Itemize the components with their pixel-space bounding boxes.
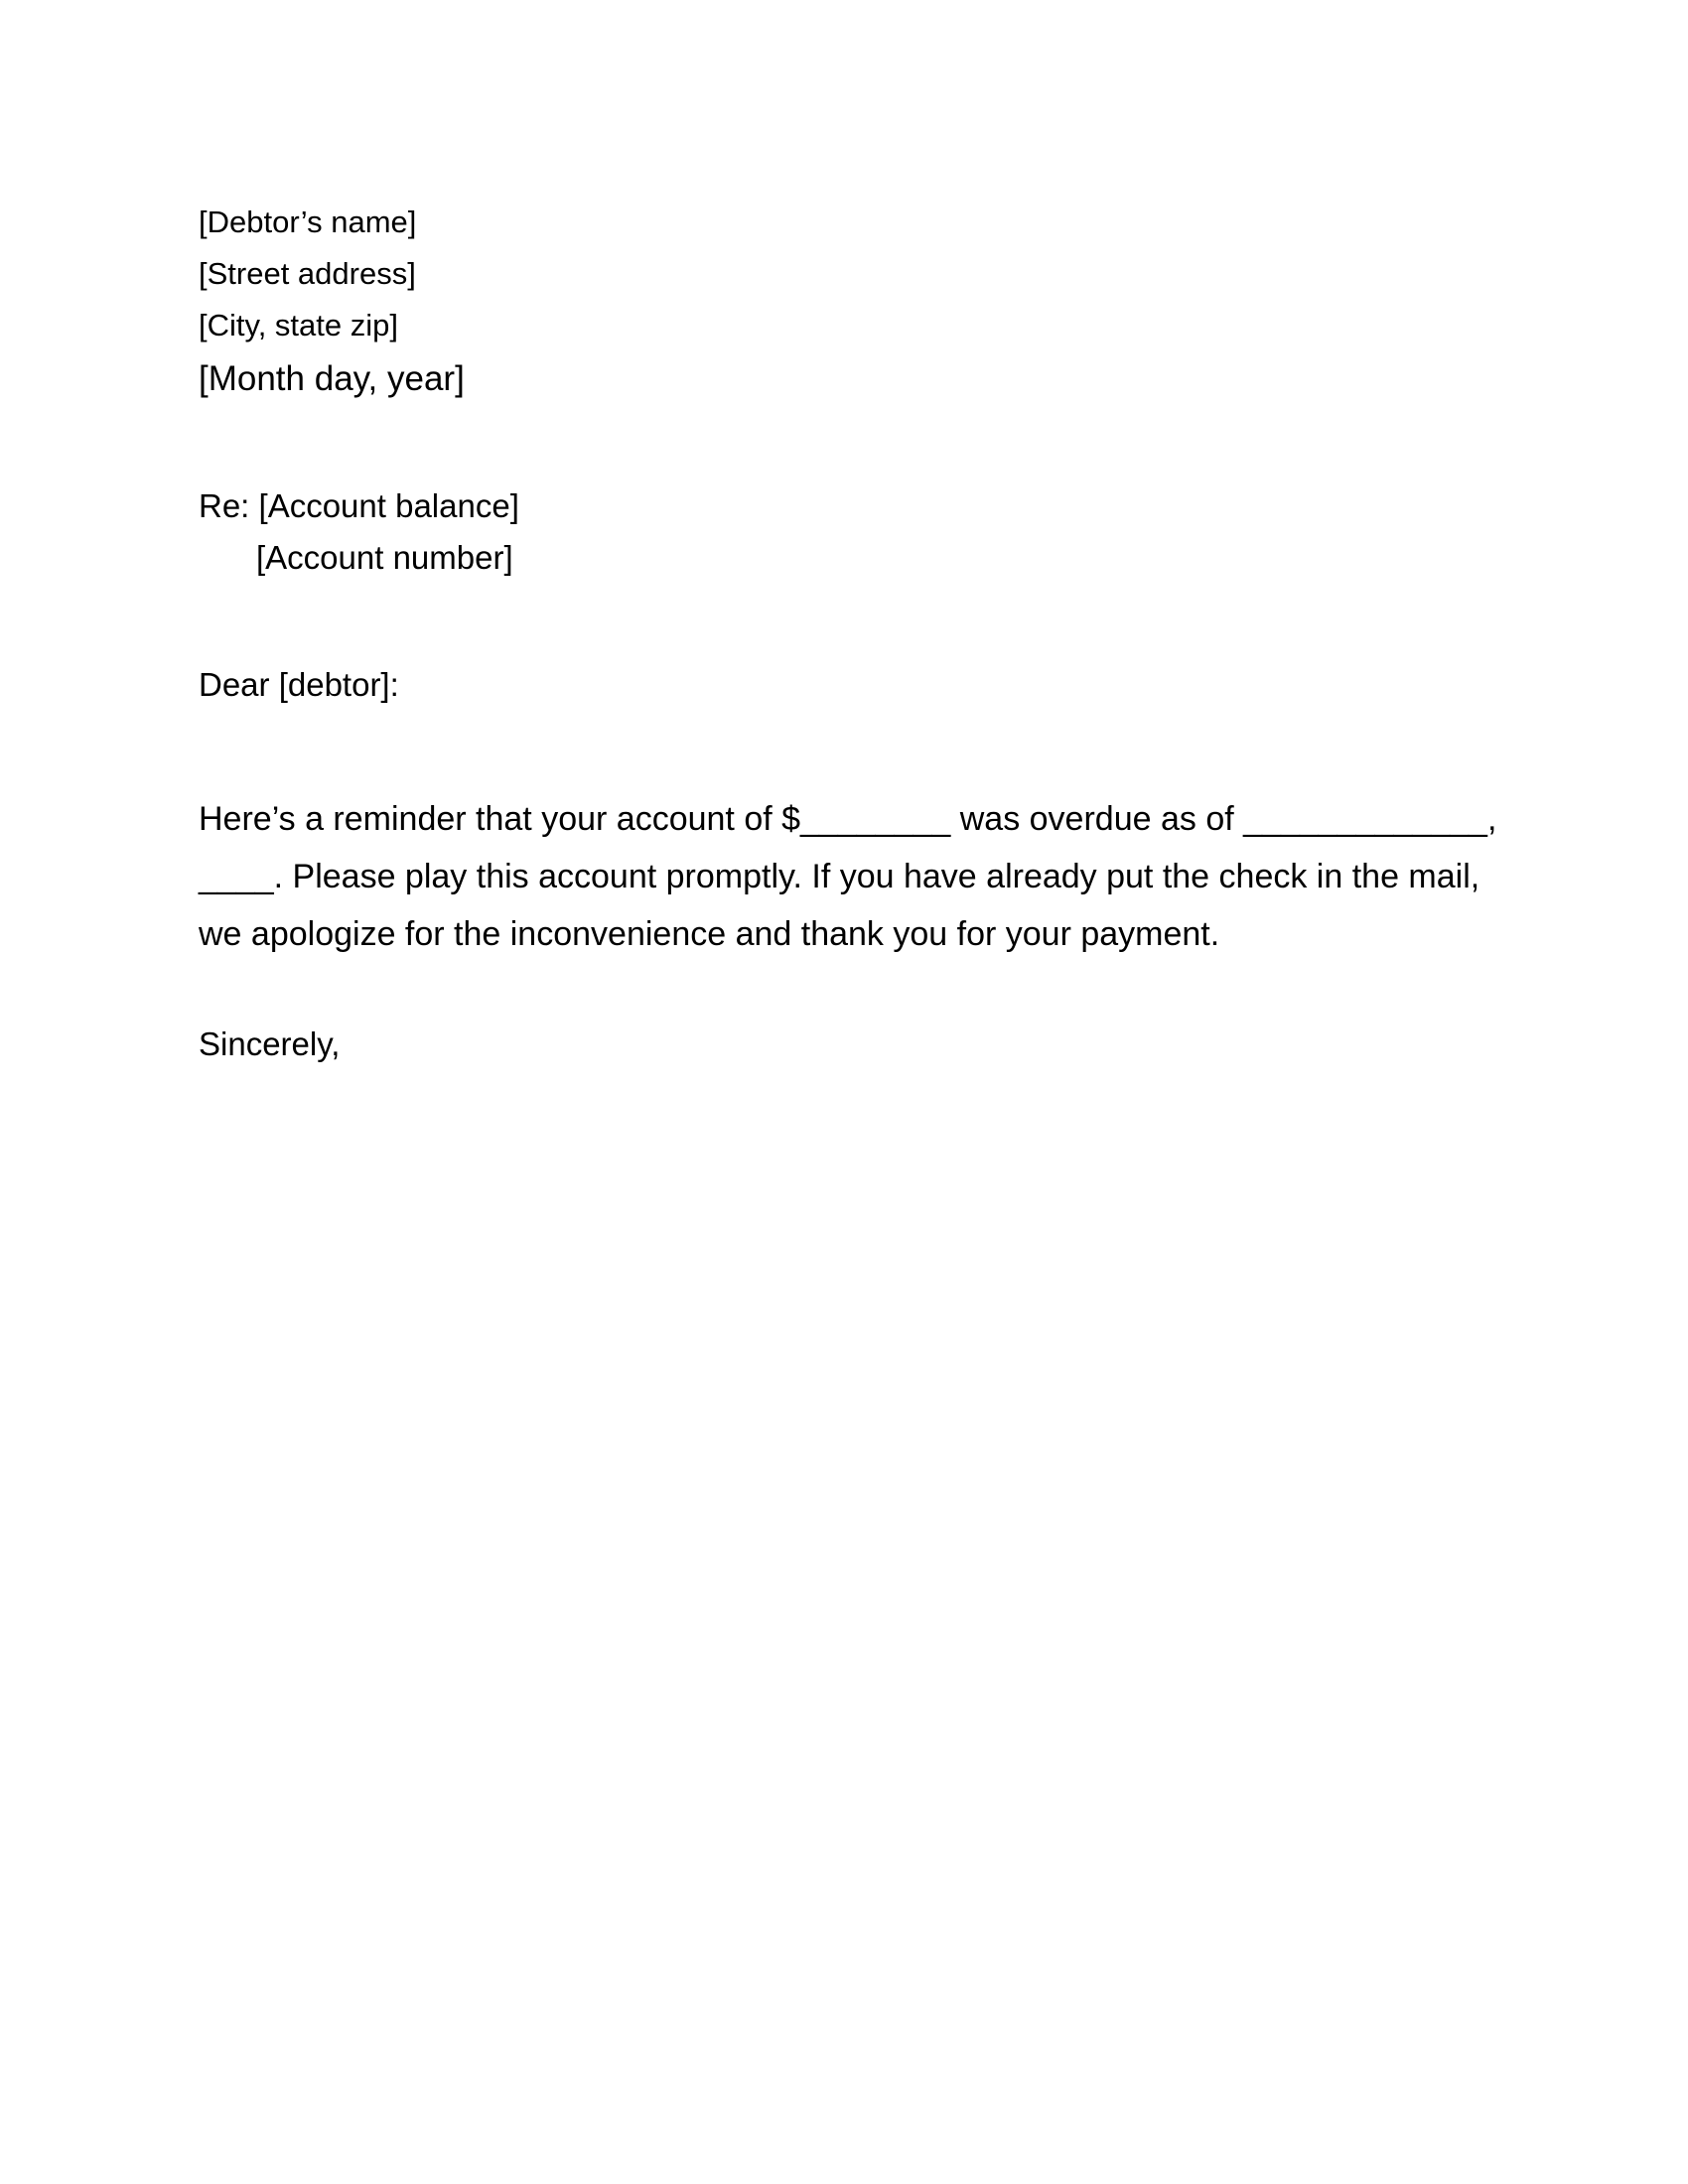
body-line-3: we apologize for the inconvenience and thank you for your payment. (199, 915, 1220, 953)
body-line-2: ____. Please play this account promptly. If you have already put the check in the mail, (199, 858, 1480, 895)
street-address-line: [Street address] (199, 256, 416, 291)
address-block (199, 197, 1489, 407)
date-line: [Month day, year] (199, 359, 465, 398)
city-state-zip-line: [City, state zip] (199, 308, 398, 342)
closing: Sincerely, (199, 1025, 341, 1062)
re-block (199, 480, 1489, 584)
salutation: Dear [debtor]: (199, 666, 399, 703)
debtor-name-line: [Debtor’s name] (199, 205, 417, 239)
re-account-number-line: [Account number] (256, 539, 513, 576)
body-paragraph (199, 790, 1497, 963)
body-line-1: Here’s a reminder that your account of $________ was overdue as of _____________, (199, 800, 1497, 838)
re-account-balance-line: Re: [Account balance] (199, 487, 519, 524)
